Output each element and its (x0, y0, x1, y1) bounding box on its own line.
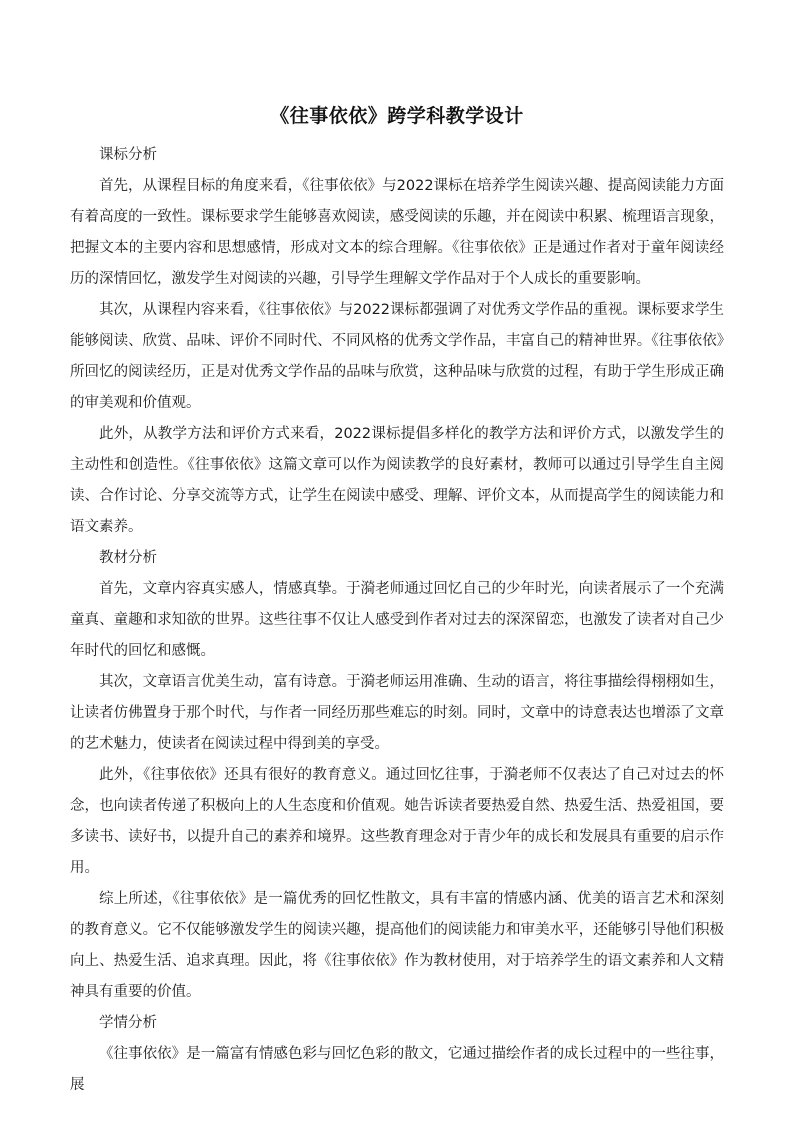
paragraph: 此外，从教学方法和评价方式来看，2022课标提倡多样化的教学方法和评价方式，以激发学生的主动性和创造性。《往事依依》这篇文章可以作为阅读教学的良好素材，教师可以通过引导学生自主阅读、合作讨论、分享交流等方式，让学生在阅读中感受、理解、评价文本，从而提高学生的阅读能力和语文素养。 (70, 426, 724, 535)
paragraph: 综上所述，《往事依依》是一篇优秀的回忆性散文，具有丰富的情感内涵、优美的语言艺术和深刻的教育意义。它不仅能够激发学生的阅读兴趣，提高他们的阅读能力和审美水平，还能够引导他们积极向上、热爱生活、追求真理。因此，将《往事依依》作为教材使用，对于培养学生的语文素养和人文精神具有重要的价值。 (70, 891, 724, 1000)
paragraph: 其次，从课程内容来看，《往事依依》与2022课标都强调了对优秀文学作品的重视。课标要求学生能够阅读、欣赏、品味、评价不同时代、不同风格的优秀文学作品，丰富自己的精神世界。《往事依依》所回忆的阅读经历，正是对优秀文学作品的品味与欣赏，这种品味与欣赏的过程，有助于学生形成正确的审美观和价值观。 (70, 302, 724, 411)
paragraph: 《往事依依》是一篇富有情感色彩与回忆色彩的散文，它通过描绘作者的成长过程中的一些往事，展 (70, 1046, 724, 1093)
section-heading: 学情分析 (99, 1015, 157, 1031)
paragraph: 首先，从课程目标的角度来看，《往事依依》与2022课标在培养学生阅读兴趣、提高阅读能力方面有着高度的一致性。课标要求学生能够喜欢阅读，感受阅读的乐趣，并在阅读中积累、梳理语言现象，把握文本的主要内容和思想感情，形成对文本的综合理解。《往事依依》正是通过作者对于童年阅读经历的深情回忆，激发学生对阅读的兴趣，引导学生理解文学作品对于个人成长的重要影响。 (70, 178, 724, 287)
document-title: 《往事依依》跨学科教学设计 (270, 105, 524, 127)
section-heading: 课标分析 (99, 147, 157, 163)
document-body (70, 140, 724, 1101)
section-heading: 教材分析 (99, 550, 157, 566)
paragraph: 此外，《往事依依》还具有很好的教育意义。通过回忆往事，于漪老师不仅表达了自己对过去的怀念，也向读者传递了积极向上的人生态度和价值观。她告诉读者要热爱自然、热爱生活、热爱祖国，要多读书、读好书，以提升自己的素养和境界。这些教育理念对于青少年的成长和发展具有重要的启示作用。 (70, 767, 724, 876)
paragraph: 其次，文章语言优美生动，富有诗意。于漪老师运用准确、生动的语言，将往事描绘得栩栩如生，让读者仿佛置身于那个时代，与作者一同经历那些难忘的时刻。同时，文章中的诗意表达也增添了文章的艺术魅力，使读者在阅读过程中得到美的享受。 (70, 674, 724, 752)
paragraph: 首先，文章内容真实感人，情感真挚。于漪老师通过回忆自己的少年时光，向读者展示了一个充满童真、童趣和求知欲的世界。这些往事不仅让人感受到作者对过去的深深留恋，也激发了读者对自己少年时代的回忆和感慨。 (70, 581, 724, 659)
